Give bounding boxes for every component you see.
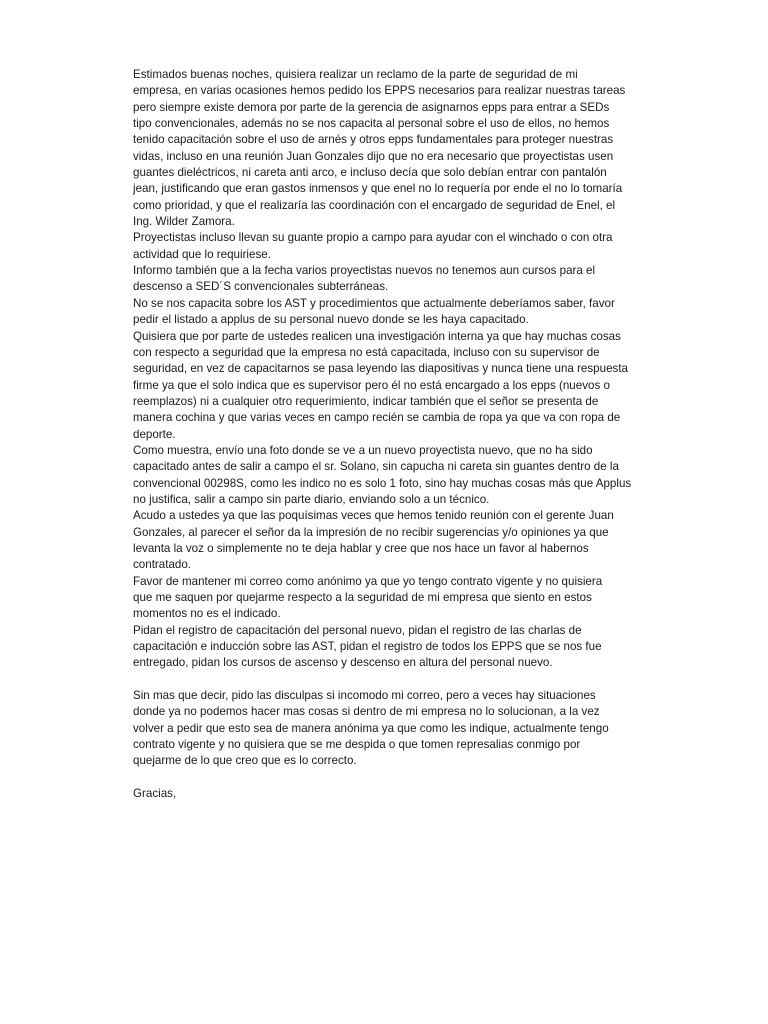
text-line: tenido capacitación sobre el uso de arnés y otros epps fundamentales para proteger nuestras	[133, 133, 614, 147]
paragraph-cursos	[133, 263, 663, 296]
paragraph-gap	[133, 672, 663, 688]
text-line: levanta la voz o simplemente no te deja hablar y cree que nos hace un favor al habernos	[133, 541, 589, 555]
text-line: contratado.	[133, 558, 192, 572]
text-line: capacitación e inducción sobre las AST, pidan el registro de todos los EPPS que se nos fue	[133, 640, 602, 654]
text-line: volver a pedir que esto sea de manera anónima ya que como les indique, actualmente tengo	[133, 721, 609, 735]
text-line: seguridad, en vez de capacitarnos se pasa leyendo las diapositivas y nunca tiene una respuesta	[133, 362, 628, 376]
text-line: actividad que lo requiriese.	[133, 247, 271, 261]
text-line: Gonzales, al parecer el señor da la impresión de no recibir sugerencias y/o opiniones ya que	[133, 525, 609, 539]
text-line: empresa, en varias ocasiones hemos pedido los EPPS necesarios para realizar nuestras tareas	[133, 84, 626, 98]
paragraph-registros	[133, 623, 663, 672]
text-line: convencional 00298S, como les indico no es solo 1 foto, sino hay muchas cosas más que Applus	[133, 476, 632, 490]
text-line: que me saquen por quejarme respecto a la seguridad de mi empresa que siento en estos	[133, 591, 592, 604]
paragraph-reclamo	[133, 67, 663, 230]
text-line: pedir el listado a applus de su personal nuevo donde se les haya capacitado.	[133, 313, 529, 327]
paragraph-muestra	[133, 443, 663, 508]
text-line: vidas, incluso en una reunión Juan Gonzales dijo que no era necesario que proyectistas usen	[133, 149, 614, 163]
letter-body	[133, 67, 663, 802]
text-line: como prioridad, y que el realizaría las coordinación con el encargado de seguridad de Enel, el	[133, 198, 616, 212]
signoff	[133, 786, 663, 802]
text-line: quejarme de lo que creo que es lo correcto.	[133, 754, 357, 768]
text-line: donde ya no podemos hacer mas cosas si dentro de mi empresa no lo solucionan, a la vez	[133, 705, 600, 719]
text-line: Estimados buenas noches, quisiera realizar un reclamo de la parte de seguridad de mi	[133, 68, 578, 81]
text-line: Proyectistas incluso llevan su guante propio a campo para ayudar con el winchado o con otra	[133, 231, 613, 245]
text-line: descenso a SED´S convencionales subterráneas.	[133, 280, 389, 294]
paragraph-anonimo	[133, 574, 663, 623]
signoff-text: Gracias,	[133, 787, 177, 801]
paragraph-closing	[133, 688, 663, 770]
text-line: Acudo a ustedes ya que las poquísimas veces que hemos tenido reunión con el gerente Juan	[133, 509, 614, 523]
paragraph-ast	[133, 296, 663, 329]
paragraph-gap	[133, 770, 663, 786]
text-line: contrato vigente y no quisiera que se me despida o que tomen represalias conmigo por	[133, 738, 581, 752]
text-line: deporte.	[133, 427, 176, 441]
text-line: manera cochina y que varias veces en campo recién se cambia de ropa ya que va con ropa de	[133, 411, 621, 425]
text-line: firme ya que el solo indica que es supervisor pero él no está encargado a los epps (nuevos o	[133, 378, 610, 392]
text-line: No se nos capacita sobre los AST y procedimientos que actualmente deberíamos saber, favor	[133, 296, 615, 310]
text-line: tipo convencionales, además no se nos capacita al personal sobre el uso de ellos, no hemos	[133, 117, 610, 131]
paragraph-guante	[133, 230, 663, 263]
text-line: Como muestra, envío una foto donde se ve a un nuevo proyectista nuevo, que no ha sido	[133, 443, 593, 457]
text-line: capacitado antes de salir a campo el sr. Solano, sin capucha ni careta sin guantes dentro de la	[133, 460, 619, 474]
text-line: Sin mas que decir, pido las disculpas si incomodo mi correo, pero a veces hay situaciones	[133, 689, 596, 703]
text-line: guantes dieléctricos, ni careta anti arco, e incluso decía que solo debían entrar con pantalón	[133, 166, 607, 180]
text-line: Informo también que a la fecha varios proyectistas nuevos no tenemos aun cursos para el	[133, 264, 596, 278]
text-line: Favor de mantener mi correo como anónimo ya que yo tengo contrato vigente y no quisiera	[133, 574, 603, 588]
text-line: jean, justificando que eran gastos inmensos y que enel no lo requería por ende el no lo tomaría	[133, 182, 623, 196]
text-line: Quisiera que por parte de ustedes realicen una investigación interna ya que hay muchas cosas	[133, 329, 621, 343]
text-line: no justifica, salir a campo sin parte diario, enviando solo a un técnico.	[133, 492, 490, 506]
text-line: Ing. Wilder Zamora.	[133, 215, 235, 229]
paragraph-investigacion	[133, 329, 663, 443]
text-line: momentos no es el indicado.	[133, 607, 281, 621]
text-line: con respecto a seguridad que la empresa no está capacitada, incluso con su supervisor de	[133, 345, 600, 359]
paragraph-gerente	[133, 508, 663, 573]
text-line: reemplazos) ni a cualquier otro requerimiento, indicar también que el señor se presenta de	[133, 394, 599, 408]
text-line: entregado, pidan los cursos de ascenso y descenso en altura del personal nuevo.	[133, 656, 553, 670]
text-line: Pidan el registro de capacitación del personal nuevo, pidan el registro de las charlas de	[133, 623, 582, 637]
text-line: pero siempre existe demora por parte de la gerencia de asignarnos epps para entrar a SEDs	[133, 100, 610, 114]
